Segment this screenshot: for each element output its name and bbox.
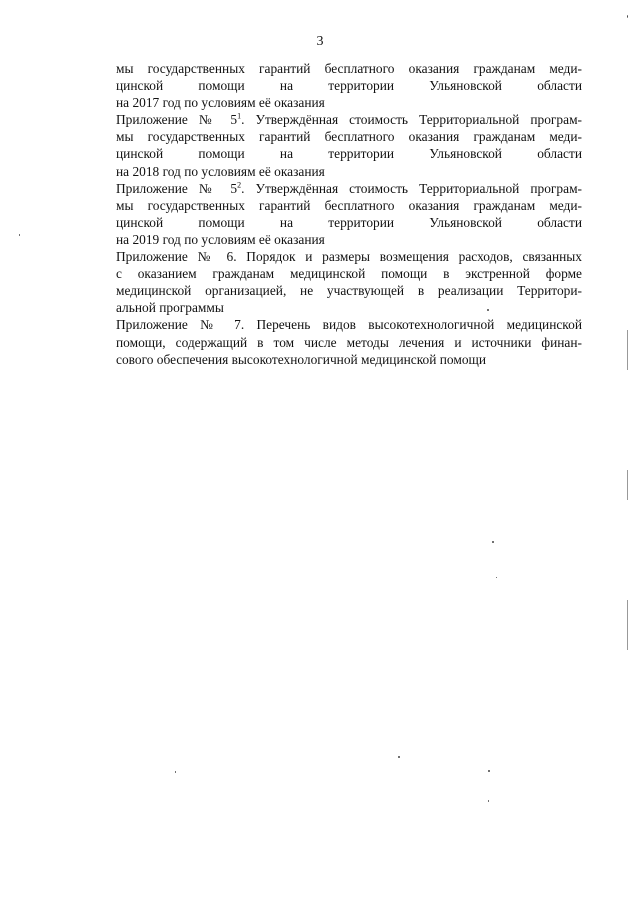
scan-edge-mark [627, 600, 628, 650]
appendix-title-start: . Утверждённая стоимость Территориальной програм- [241, 180, 582, 196]
text-line: цинской помощи на территории Ульяновской области [116, 214, 582, 230]
scan-speck [398, 756, 400, 758]
scan-speck [487, 309, 489, 311]
scan-speck [627, 15, 628, 18]
page-number: 3 [316, 34, 324, 49]
appendix-superscript: 1 [237, 111, 242, 121]
appendix-heading-line [116, 180, 582, 197]
appendix-5-1 [116, 111, 582, 179]
text-line: помощи, содержащий в том числе методы лечения и источники финан- [116, 334, 582, 350]
paragraph-continuation [116, 60, 582, 111]
text-line: с оказанием гражданам медицинской помощи в экстренной форме [116, 266, 582, 282]
text-line: мы государственных гарантий бесплатного оказания гражданам меди- [116, 129, 582, 145]
document-body [116, 60, 582, 368]
scan-speck [488, 770, 490, 772]
scan-speck [19, 234, 20, 236]
appendix-heading-line [116, 111, 582, 128]
appendix-label: Приложение № 5 [116, 180, 238, 196]
text-line: на 2019 год по условиям её оказания [116, 231, 325, 247]
appendix-5-2 [116, 180, 582, 248]
text-line: Приложение № 7. Перечень видов высокотехнологичной медицинской [116, 317, 582, 333]
scan-speck [175, 771, 176, 773]
appendix-6 [116, 248, 582, 316]
text-line: Приложение № 6. Порядок и размеры возмещения расходов, связанных [116, 249, 582, 265]
appendix-label: Приложение № 5 [116, 112, 238, 128]
appendix-title-start: . Утверждённая стоимость Территориальной програм- [241, 112, 582, 128]
scan-edge-mark [627, 470, 628, 500]
text-line: цинской помощи на территории Ульяновской области [116, 146, 582, 162]
scan-speck [492, 541, 494, 543]
text-line: медицинской организацией, не участвующей в реализации Территори- [116, 283, 582, 299]
scan-speck [496, 577, 497, 578]
text-line: альной программы [116, 300, 224, 316]
scan-edge-mark [627, 330, 628, 370]
text-line: цинской помощи на территории Ульяновской области [116, 78, 582, 94]
text-line: мы государственных гарантий бесплатного оказания гражданам меди- [116, 61, 582, 76]
appendix-7 [116, 316, 582, 367]
scan-speck [488, 800, 489, 802]
text-line: на 2018 год по условиям её оказания [116, 163, 325, 179]
appendix-superscript: 2 [237, 180, 242, 190]
text-line: мы государственных гарантий бесплатного оказания гражданам меди- [116, 197, 582, 213]
text-line: на 2017 год по условиям её оказания [116, 95, 325, 111]
text-line: сового обеспечения высокотехнологичной медицинской помощи [116, 351, 487, 367]
